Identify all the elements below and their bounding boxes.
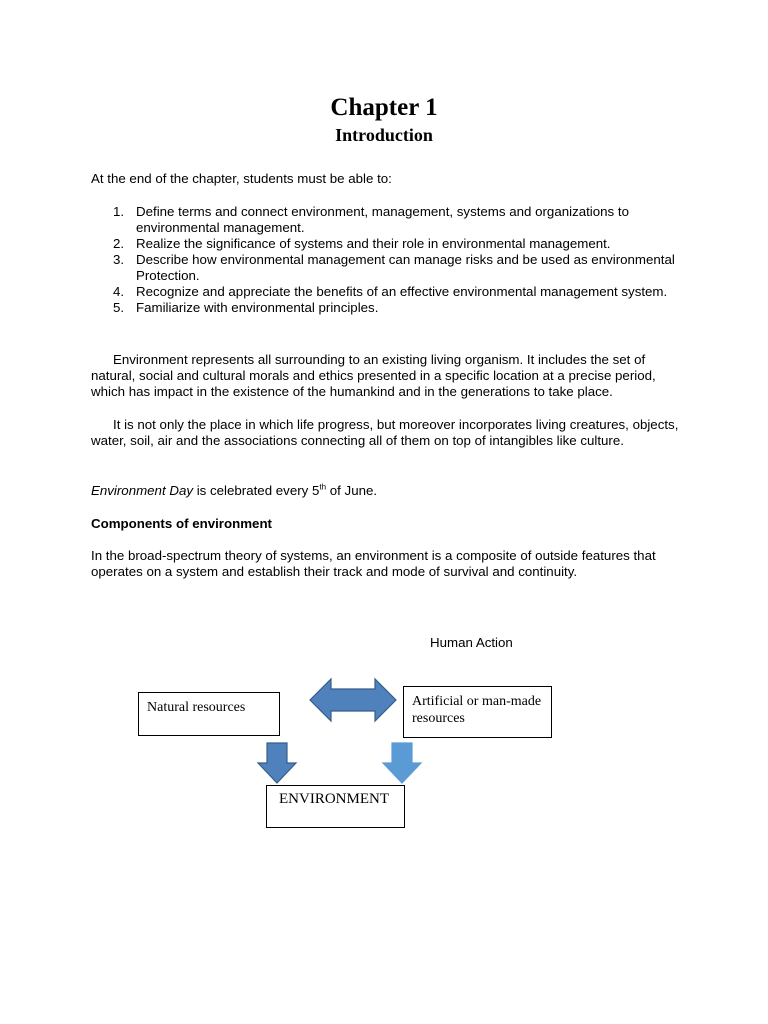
paragraph-environment-definition: Environment represents all surrounding to an existing living organism. It includes the set of natural, social and cultural morals and ethics presented in a specific location at a precise period, which has impact in the existence of the humankind and in the generations to take place.	[91, 352, 656, 399]
components-paragraph: In the broad-spectrum theory of systems, an environment is a composite of outside features that operates on a system and establish their track and mode of survival and continuity.	[91, 548, 656, 579]
list-item: 5. Familiarize with environmental principles.	[113, 300, 379, 315]
paragraph-environment-day: Environment Day is celebrated every 5th of June.	[91, 482, 378, 498]
list-item: 4. Recognize and appreciate the benefits of an effective environmental management system.	[113, 284, 668, 299]
objectives-list	[91, 204, 691, 316]
artificial-resources-box: Artificial or man-made resources	[403, 686, 552, 738]
paragraph-environment-scope: It is not only the place in which life progress, but moreover incorporates living creatures, objects, water, soil, air and the associations connecting all of them on top of intangibles like culture.	[91, 417, 679, 448]
environment-day-term: Environment Day	[91, 483, 193, 498]
chapter-subtitle: Introduction	[335, 125, 433, 145]
environment-box: ENVIRONMENT	[266, 785, 405, 828]
chapter-title: Chapter 1	[330, 94, 438, 121]
list-item: 1. Define terms and connect environment, management, systems and organizations to environmental management.	[113, 204, 629, 235]
list-item: 2. Realize the significance of systems and their role in environmental management.	[113, 236, 611, 251]
double-arrow-icon	[309, 678, 397, 722]
list-item: 3. Describe how environmental management can manage risks and be used as environmental Protection.	[113, 252, 675, 283]
intro-sentence: At the end of the chapter, students must be able to:	[91, 171, 392, 186]
components-heading: Components of environment	[91, 516, 272, 531]
down-arrow-left-icon	[257, 742, 297, 784]
human-action-label: Human Action	[430, 635, 513, 650]
down-arrow-right-icon	[382, 742, 422, 784]
natural-resources-box: Natural resources	[138, 692, 280, 736]
